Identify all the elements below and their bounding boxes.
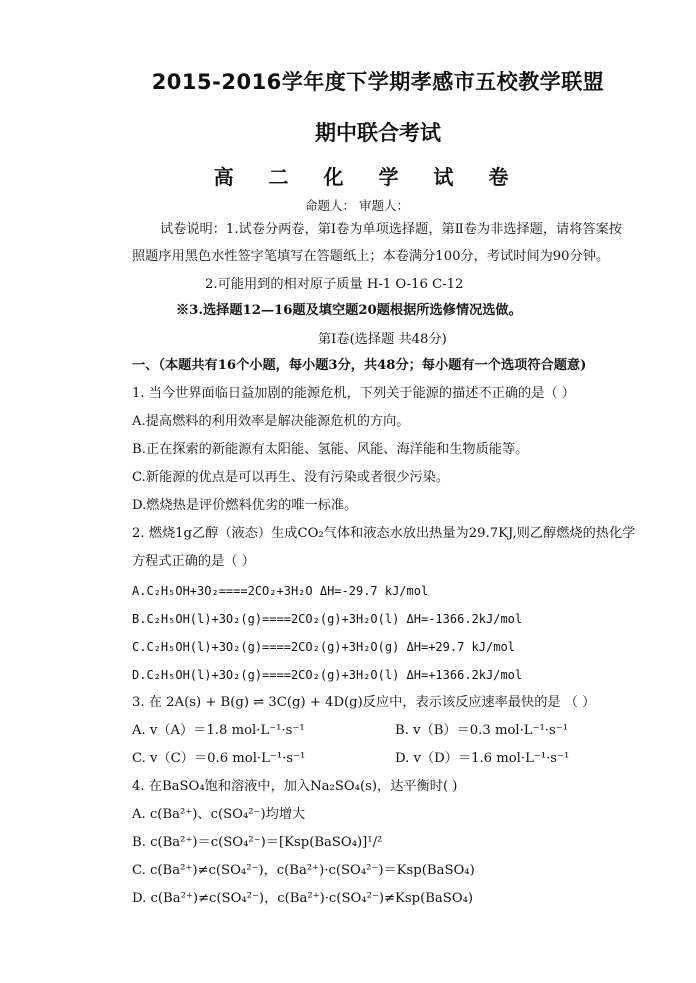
instructions-line3: 2.可能用到的相对原子质量 H-1 O-16 C-12	[205, 277, 464, 292]
question-2-stem-line2: 方程式正确的是（ ）	[132, 554, 255, 569]
section-heading: 一、（本题共有16个小题，每小题3分，共48分；每小题有一个选项符合题意)	[132, 358, 587, 373]
question-2-option-c: C.C₂H₅OH(l)+3O₂(g)====2CO₂(g)+3H₂O(g) ΔH=+29.7 kJ/mol	[132, 640, 515, 654]
question-3-option-c: C. v（C）＝0.6 mol·L⁻¹·s⁻¹	[132, 751, 306, 766]
instructions-line1: 试卷说明：1.试卷分两卷，第Ⅰ卷为单项选择题，第Ⅱ卷为非选择题，请将答案按	[160, 222, 622, 237]
question-4-option-d: D. c(Ba²⁺)≠c(SO₄²⁻)，c(Ba²⁺)·c(SO₄²⁻)≠Ksp(BaSO₄)	[132, 891, 474, 906]
question-3-option-d: D. v（D）＝1.6 mol·L⁻¹·s⁻¹	[395, 751, 570, 766]
question-4-option-a: A. c(Ba²⁺)、c(SO₄²⁻)均增大	[132, 807, 306, 822]
question-4-option-b: B. c(Ba²⁺)＝c(SO₄²⁻)＝[Ksp(BaSO₄)]¹/²	[132, 835, 383, 850]
question-1-option-c: C.新能源的优点是可以再生、没有污染或者很少污染。	[132, 470, 450, 485]
author-line: 命题人： 审题人：	[305, 198, 409, 213]
instructions-line4: ※3.选择题12—16题及填空题20题根据所选修情况选做。	[176, 303, 522, 318]
question-3-option-b: B. v（B）＝0.3 mol·L⁻¹·s⁻¹	[395, 723, 569, 738]
question-4-stem: 4. 在BaSO₄饱和溶液中，加入Na₂SO₄(s)，达平衡时( )	[132, 779, 458, 794]
question-2-option-b: B.C₂H₅OH(l)+3O₂(g)====2CO₂(g)+3H₂O(l) ΔH=-1366.2kJ/mol	[132, 612, 523, 626]
question-2-option-a: A.C₂H₅OH+3O₂====2CO₂+3H₂O ΔH=-29.7 kJ/mol	[132, 584, 429, 598]
exam-title-line2: 期中联合考试	[315, 121, 441, 145]
exam-title-line1: 2015-2016学年度下学期孝感市五校教学联盟	[151, 70, 605, 94]
question-3-option-a: A. v（A）＝1.8 mol·L⁻¹·s⁻¹	[132, 723, 305, 738]
question-2-option-d: D.C₂H₅OH(l)+3O₂(g)====2CO₂(g)+3H₂O(l) ΔH=+1366.2kJ/mol	[132, 668, 523, 682]
instructions-line2: 照题序用黑色水性签字笔填写在答题纸上；本卷满分100分，考试时间为90分钟。	[132, 249, 610, 264]
question-1-stem: 1. 当今世界面临日益加剧的能源危机，下列关于能源的描述不正确的是（ ）	[132, 386, 575, 401]
question-2-stem-line1: 2. 燃烧1g乙醇（液态）生成CO₂气体和液态水放出热量为29.7KJ,则乙醇燃烧的热化学	[132, 526, 636, 541]
question-1-option-b: B.正在探索的新能源有太阳能、氢能、风能、海洋能和生物质能等。	[132, 442, 529, 457]
exam-subject-title: 高 二 化 学 试 卷	[213, 165, 523, 189]
question-1-option-d: D.燃烧热是评价燃料优劣的唯一标准。	[132, 498, 358, 513]
question-1-option-a: A.提高燃料的利用效率是解决能源危机的方向。	[132, 414, 410, 429]
question-3-stem: 3. 在 2A(s) + B(g) ⇌ 3C(g) + 4D(g)反应中，表示该反应速率最快的是 （ ）	[132, 695, 596, 710]
question-4-option-c: C. c(Ba²⁺)≠c(SO₄²⁻)，c(Ba²⁺)·c(SO₄²⁻)＝Ksp(BaSO₄)	[132, 863, 475, 878]
section-title: 第Ⅰ卷(选择题 共48分)	[318, 332, 447, 347]
